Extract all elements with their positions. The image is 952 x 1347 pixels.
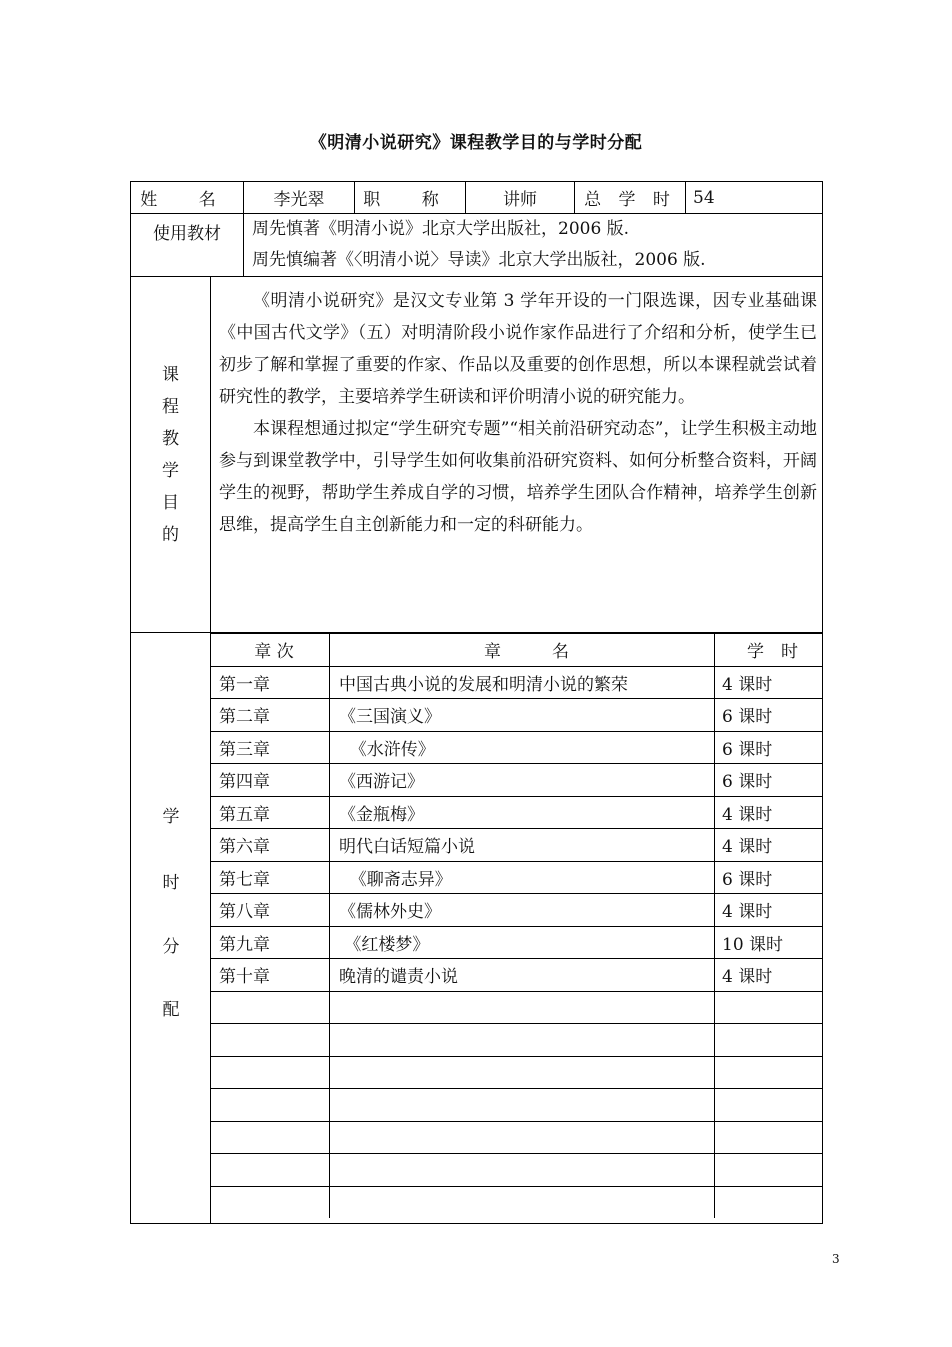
chapter-name-cell: 明代白话短篇小说 (330, 829, 715, 862)
chapter-name-cell: 《水浒传》 (330, 731, 715, 764)
empty-cell (715, 1186, 824, 1218)
title-value: 讲师 (466, 182, 575, 214)
purpose-text (219, 285, 817, 541)
schedule-label-char: 分 (162, 937, 180, 957)
chapter-cell: 第六章 (211, 829, 330, 862)
chapter-cell: 第五章 (211, 796, 330, 829)
name-value: 李光翠 (244, 182, 355, 214)
empty-cell (211, 1024, 330, 1057)
chapter-cell: 第一章 (211, 666, 330, 699)
purpose-paragraph-1: 《明清小说研究》是汉文专业第 3 学年开设的一门限选课，因专业基础课《中国古代文学》（五）对明清阶段小说作家作品进行了介绍和分析，使学生已初步了解和掌握了重要的作家、作品以及重要的创作思想，所以本课程就尝试着研究性的教学，主要培养学生研读和评价明清小说的研究能力。 (219, 291, 817, 407)
chapter-name-cell: 《金瓶梅》 (330, 796, 715, 829)
chapter-cell: 第四章 (211, 764, 330, 797)
table-row (211, 861, 823, 894)
purpose-paragraph-2: 本课程想通过拟定“学生研究专题”“相关前沿研究动态”，让学生积极主动地参与到课堂教学中，引导学生如何收集前沿研究资料、如何分析整合资料，开阔学生的视野，帮助学生养成自学的习惯，培养学生团队合作精神，培养学生创新思维，提高学生自主创新能力和一定的科研能力。 (219, 419, 817, 535)
chapter-name-cell: 中国古典小说的发展和明清小说的繁荣 (330, 666, 715, 699)
name-column-header: 章 名 (330, 634, 715, 667)
textbook-list (244, 214, 823, 277)
empty-cell (211, 1186, 330, 1218)
schedule-header-row (211, 634, 823, 667)
hours-allocation-section (130, 633, 823, 1224)
chapter-cell: 第二章 (211, 699, 330, 732)
course-purpose-section (130, 277, 823, 633)
hours-cell: 4 课时 (715, 829, 824, 862)
purpose-label-char: 目 (162, 492, 179, 513)
empty-cell (715, 1089, 824, 1122)
chapter-column-header: 章 次 (211, 634, 330, 667)
empty-cell (715, 991, 824, 1024)
chapter-name-cell: 《儒林外史》 (330, 894, 715, 927)
textbook-1: 周先慎著《明清小说》北京大学出版社，2006 版. (252, 219, 630, 239)
chapter-name-cell: 《红楼梦》 (330, 926, 715, 959)
empty-row (211, 1154, 823, 1187)
schedule-label-char: 时 (162, 873, 180, 893)
hours-cell: 4 课时 (715, 894, 824, 927)
hours-label: 总 学 时 (575, 182, 686, 214)
textbook-2: 周先慎编著《〈明清小说〉导读》北京大学出版社，2006 版. (252, 250, 706, 270)
hours-cell: 4 课时 (715, 666, 824, 699)
chapter-cell: 第八章 (211, 894, 330, 927)
empty-cell (715, 1121, 824, 1154)
empty-cell (330, 991, 715, 1024)
empty-cell (330, 1056, 715, 1089)
chapter-name-cell: 晚清的谴责小说 (330, 959, 715, 992)
schedule-label (131, 633, 211, 1223)
hours-cell: 6 课时 (715, 861, 824, 894)
textbook-label: 使用教材 (131, 214, 244, 277)
chapter-cell: 第十章 (211, 959, 330, 992)
hours-value: 54 (686, 182, 823, 214)
chapter-cell: 第七章 (211, 861, 330, 894)
purpose-label (131, 277, 211, 632)
hours-cell: 10 课时 (715, 926, 824, 959)
table-row (211, 796, 823, 829)
empty-cell (211, 1056, 330, 1089)
empty-cell (330, 1089, 715, 1122)
hours-cell: 4 课时 (715, 959, 824, 992)
table-row (211, 731, 823, 764)
hours-cell: 6 课时 (715, 699, 824, 732)
purpose-label-char: 课 (162, 364, 179, 385)
empty-cell (211, 1154, 330, 1187)
hours-cell: 6 课时 (715, 764, 824, 797)
hours-column-header: 学 时 (715, 634, 824, 667)
empty-cell (330, 1186, 715, 1218)
empty-row (211, 1056, 823, 1089)
purpose-label-char: 学 (162, 460, 179, 481)
empty-cell (715, 1056, 824, 1089)
title-label: 职 称 (355, 182, 466, 214)
info-row (131, 182, 823, 214)
schedule-label-char: 学 (162, 807, 180, 827)
table-row (211, 829, 823, 862)
schedule-table (211, 633, 823, 1218)
chapter-name-cell: 《西游记》 (330, 764, 715, 797)
empty-cell (330, 1024, 715, 1057)
table-row (211, 959, 823, 992)
empty-row (211, 1089, 823, 1122)
name-label: 姓 名 (131, 182, 244, 214)
empty-cell (330, 1121, 715, 1154)
table-row (211, 666, 823, 699)
chapter-cell: 第三章 (211, 731, 330, 764)
empty-cell (715, 1024, 824, 1057)
empty-row (211, 1024, 823, 1057)
empty-cell (715, 1154, 824, 1187)
empty-row (211, 991, 823, 1024)
purpose-label-char: 的 (162, 524, 179, 545)
empty-row (211, 1121, 823, 1154)
table-row (211, 764, 823, 797)
table-row (211, 699, 823, 732)
empty-cell (330, 1154, 715, 1187)
chapter-name-cell: 《三国演义》 (330, 699, 715, 732)
purpose-label-char: 教 (162, 428, 179, 449)
purpose-label-char: 程 (162, 396, 179, 417)
chapter-name-cell: 《聊斋志异》 (330, 861, 715, 894)
chapter-cell: 第九章 (211, 926, 330, 959)
table-row (211, 926, 823, 959)
document-title: 《明清小说研究》课程教学目的与学时分配 (309, 133, 643, 153)
schedule-label-char: 配 (162, 1000, 180, 1020)
table-row (211, 894, 823, 927)
page-number: 3 (832, 1252, 840, 1266)
course-info-table (130, 181, 823, 277)
empty-cell (211, 1089, 330, 1122)
empty-cell (211, 1121, 330, 1154)
hours-cell: 6 课时 (715, 731, 824, 764)
hours-cell: 4 课时 (715, 796, 824, 829)
textbook-row (131, 214, 823, 277)
empty-row (211, 1186, 823, 1218)
empty-cell (211, 991, 330, 1024)
